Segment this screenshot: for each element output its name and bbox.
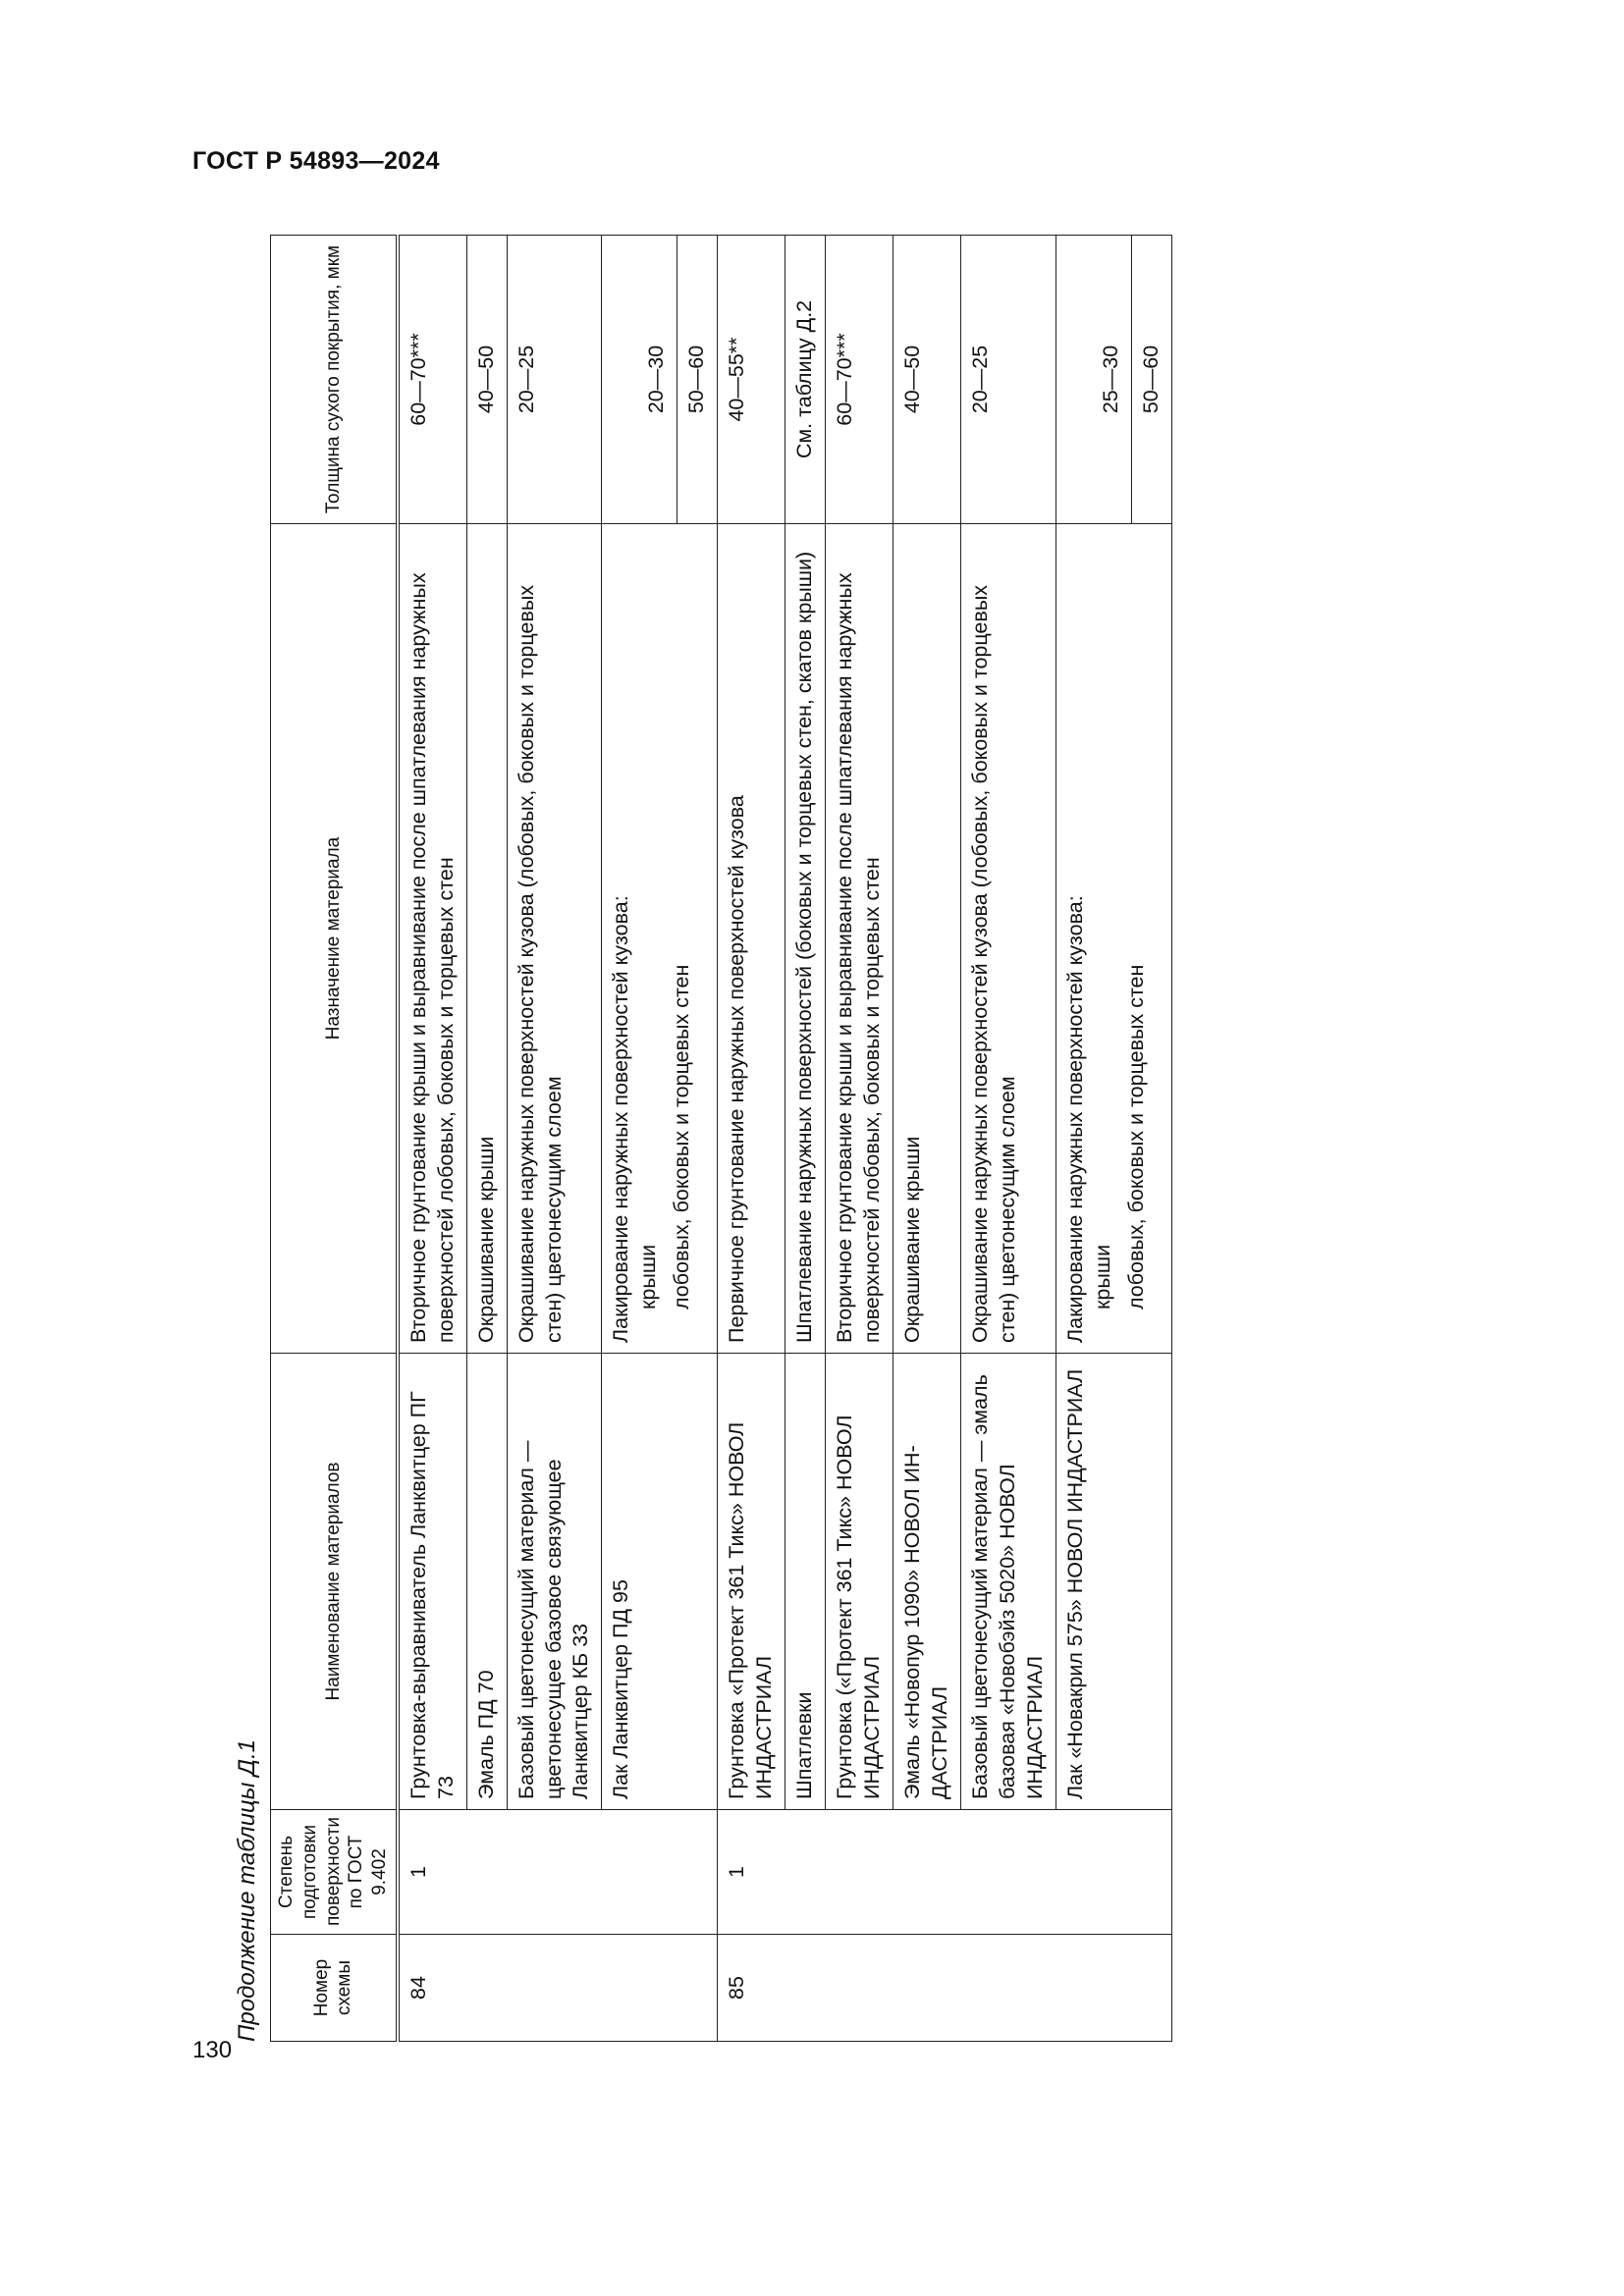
document-header: ГОСТ Р 54893—2024: [192, 147, 440, 175]
thickness-cell: 20—25: [960, 236, 1056, 524]
prep-degree: 1: [398, 1810, 718, 1935]
purpose-sub-roof: крыши: [1090, 1244, 1114, 1309]
purpose-cell: Вторичное грунтование крыши и выравнивание после шпатлевания наружных поверхностей лобовых, боковых и торцевых стен: [826, 524, 893, 1354]
purpose-cell: Первичное грунтование наружных поверхностей кузова: [718, 524, 785, 1354]
thickness-cell: 40—50: [893, 236, 961, 524]
material-cell: Шпатлевки: [785, 1354, 826, 1810]
scheme-number: 85: [718, 1935, 1171, 2042]
table-row: [1056, 236, 1131, 2042]
table-row: [960, 236, 1056, 2042]
scheme-number: 84: [398, 1935, 718, 2042]
purpose-cell: Окрашивание наружных поверхностей кузова (лобовых, боковых и торцевых стен) цветонесущим слоем: [507, 524, 602, 1354]
table-row: [785, 236, 826, 2042]
thickness-cell: 50—60: [677, 236, 718, 524]
thickness-cell: 50—60: [1131, 236, 1171, 524]
purpose-cell: [1056, 524, 1171, 1354]
thickness-cell: См. таблицу Д.2: [785, 236, 826, 524]
purpose-cell: Окрашивание наружных поверхностей кузова (лобовых, боковых и торцевых стен) цветонесущим слоем: [960, 524, 1056, 1354]
table-row: [718, 236, 785, 2042]
table-row: [602, 236, 677, 2042]
thickness-cell: 25—30: [1056, 236, 1131, 524]
material-cell: Грунтовка-выравниватель Ланквитцер ПГ 73: [398, 1354, 466, 1810]
thickness-cell: 40—55**: [718, 236, 785, 524]
table-caption: Продолжение таблицы Д.1: [234, 1738, 260, 2042]
thickness-cell: 40—50: [466, 236, 507, 524]
table-row: [507, 236, 602, 2042]
material-cell: Эмаль ПД 70: [466, 1354, 507, 1810]
material-cell: Эмаль «Новопур 1090» НОВОЛ ИН-ДАСТРИАЛ: [893, 1354, 961, 1810]
purpose-cell: Шпатлевание наружных поверхностей (боковых и торцевых стен, скатов крыши): [785, 524, 826, 1354]
col-header-prep: Степень подготовки поверхности по ГОСТ 9.402: [271, 1810, 398, 1935]
table-row: [466, 236, 507, 2042]
material-cell: Базовый цветонесущий материал — эмаль базовая «Новобэйз 5020» НОВОЛ ИНДАСТРИАЛ: [960, 1354, 1056, 1810]
purpose-sub-walls: лобовых, боковых и торцевых стен: [1123, 964, 1148, 1309]
purpose-sub-roof: крыши: [636, 1244, 661, 1309]
thickness-cell: 20—30: [602, 236, 677, 524]
purpose-head: Лакирование наружных поверхностей кузова:: [1062, 895, 1087, 1343]
rotated-table-area: [231, 236, 1252, 2042]
coating-schemes-table: [270, 235, 1172, 2042]
table-row: [398, 236, 466, 2042]
purpose-cell: Окрашивание крыши: [466, 524, 507, 1354]
thickness-cell: 60—70***: [398, 236, 466, 524]
purpose-head: Лакирование наружных поверхностей кузова:: [609, 895, 633, 1343]
table-row: [893, 236, 961, 2042]
purpose-cell: Вторичное грунтование крыши и выравнивание после шпатлевания наружных поверхностей лобовых, боковых и торцевых стен: [398, 524, 466, 1354]
thickness-cell: 20—25: [507, 236, 602, 524]
page-number: 130: [192, 2037, 233, 2063]
material-cell: Грунтовка («Протект 361 Тикс» НОВОЛ ИНДАСТРИАЛ: [826, 1354, 893, 1810]
col-header-material: Наименование материалов: [271, 1354, 398, 1810]
material-cell: Грунтовка «Протект 361 Тикс» НОВОЛ ИНДАСТРИАЛ: [718, 1354, 785, 1810]
purpose-cell: Окрашивание крыши: [893, 524, 961, 1354]
material-cell: Лак Ланквитцер ПД 95: [602, 1354, 718, 1810]
col-header-thickness: Толщина сухого покрытия, мкм: [271, 236, 398, 524]
prep-degree: 1: [718, 1810, 1171, 1935]
purpose-sub-walls: лобовых, боковых и торцевых стен: [670, 964, 694, 1309]
material-cell: Базовый цветонесущий материал — цветонесущее базовое связующее Ланквитцер КБ 33: [507, 1354, 602, 1810]
thickness-cell: 60—70***: [826, 236, 893, 524]
col-header-scheme: Номер схемы: [271, 1935, 398, 2042]
table-header-row: [271, 236, 398, 2042]
purpose-cell: [602, 524, 718, 1354]
col-header-purpose: Назначение материала: [271, 524, 398, 1354]
table-row: [826, 236, 893, 2042]
material-cell: Лак «Новакрил 575» НОВОЛ ИНДАСТРИАЛ: [1056, 1354, 1171, 1810]
